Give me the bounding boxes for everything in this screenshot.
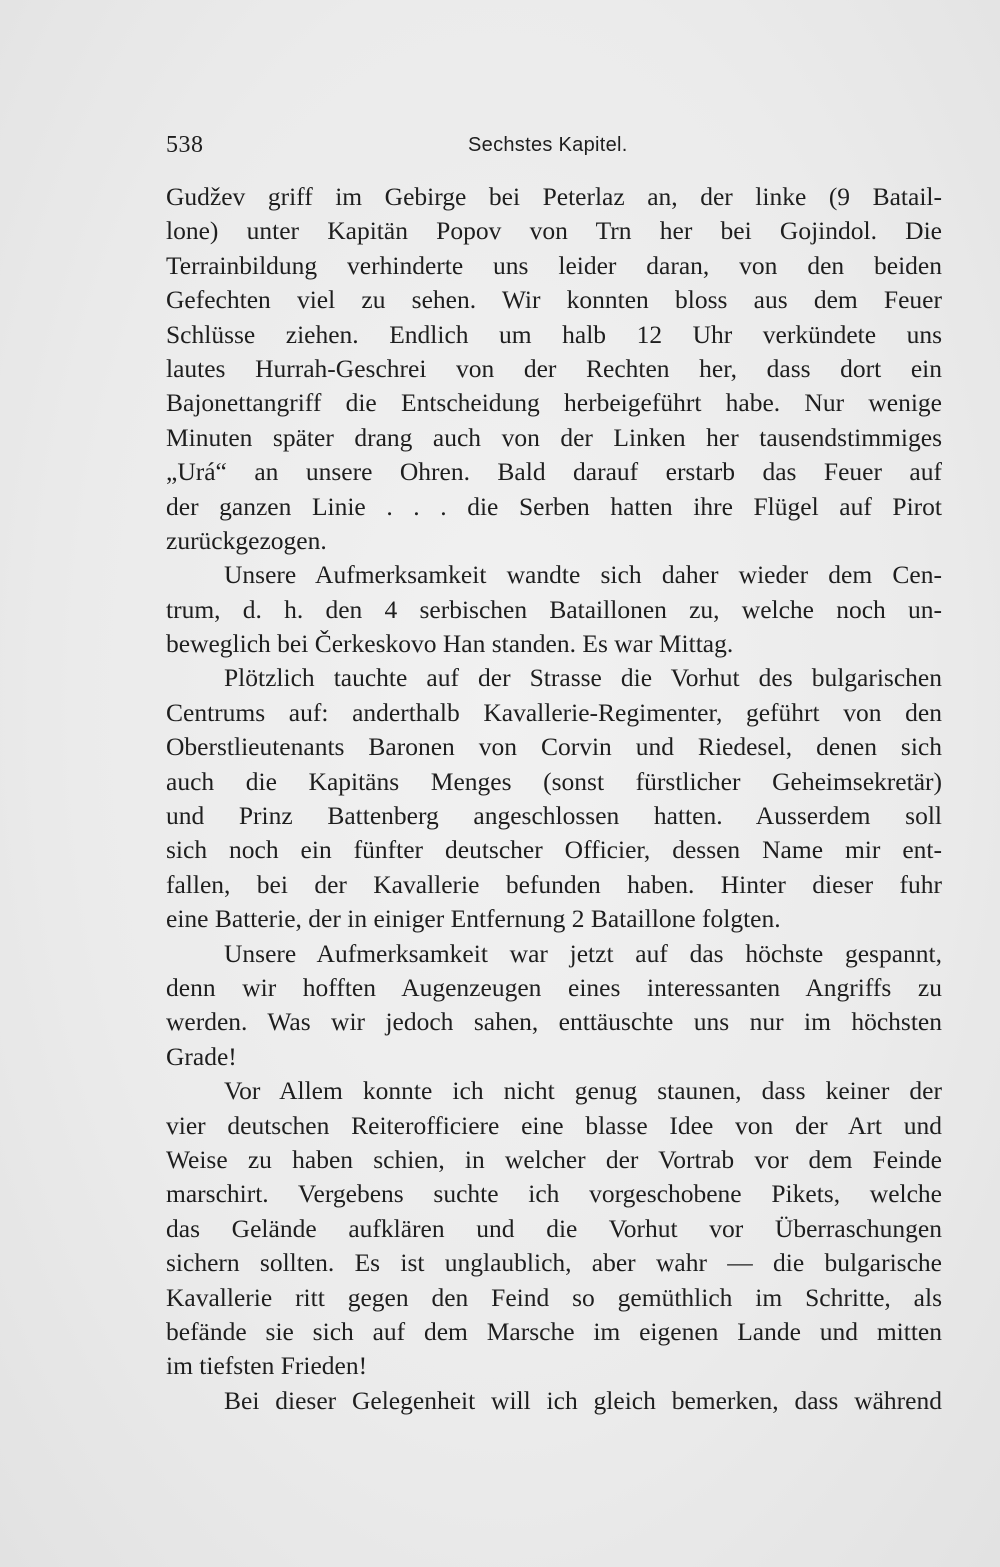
text-line: beweglich bei Čerkeskovo Han standen. Es war Mittag. — [166, 629, 734, 659]
text-line: Weise zu haben schien, in welcher der Vortrab vor dem Feinde — [166, 1144, 942, 1174]
text-line: eine Batterie, der in einiger Entfernung 2 Bataillone folgten. — [166, 904, 781, 934]
text-line: marschirt. Vergebens suchte ich vorgeschobene Pikets, welche — [166, 1179, 942, 1209]
text-line: vier deutschen Reiterofficiere eine blasse Idee von der Art und — [166, 1110, 942, 1140]
text-line: denn wir hofften Augenzeugen eines interessanten Angriffs zu — [166, 972, 942, 1002]
text-line: trum, d. h. den 4 serbischen Bataillonen zu, welche noch un- — [166, 594, 942, 624]
text-line: Gefechten viel zu sehen. Wir konnten bloss aus dem Feuer — [166, 285, 942, 315]
text-line: der ganzen Linie . . . die Serben hatten ihre Flügel auf Pirot — [166, 491, 942, 521]
text-line: sichern sollten. Es ist unglaublich, aber wahr — die bulgarische — [166, 1248, 942, 1278]
text-line: zurückgezogen. — [166, 525, 327, 555]
page-header — [166, 128, 942, 162]
text-line: „Urá“ an unsere Ohren. Bald darauf erstarb das Feuer auf — [166, 457, 942, 487]
text-line: sich noch ein fünfter deutscher Officier, dessen Name mir ent- — [166, 835, 942, 865]
text-line: und Prinz Battenberg angeschlossen hatten. Ausserdem soll — [166, 801, 942, 831]
text-line: Bei dieser Gelegenheit will ich gleich bemerken, dass während — [224, 1385, 942, 1415]
text-line: Gudžev griff im Gebirge bei Peterlaz an, der linke (9 Batail- — [166, 182, 942, 211]
text-line: Plötzlich tauchte auf der Strasse die Vorhut des bulgarischen — [224, 663, 942, 693]
text-line: Centrums auf: anderthalb Kavallerie-Regimenter, geführt von den — [166, 697, 942, 727]
text-line: Grade! — [166, 1041, 237, 1071]
text-line: auch die Kapitäns Menges (sonst fürstlicher Geheimsekretär) — [166, 766, 942, 796]
text-line: Kavallerie ritt gegen den Feind so gemüthlich im Schritte, als — [166, 1282, 942, 1312]
text-line: Schlüsse ziehen. Endlich um halb 12 Uhr verkündete uns — [166, 319, 942, 349]
text-line: lone) unter Kapitän Popov von Trn her bei Gojindol. Die — [166, 216, 942, 246]
text-line: werden. Was wir jedoch sahen, enttäuschte uns nur im höchsten — [166, 1007, 942, 1037]
page-number: 538 — [166, 132, 204, 158]
text-line: Minuten später drang auch von der Linken her tausendstimmiges — [166, 422, 942, 452]
running-head: Sechstes Kapitel. — [468, 134, 628, 156]
text-line: befände sie sich auf dem Marsche im eigenen Lande und mitten — [166, 1316, 942, 1346]
body-text — [166, 180, 942, 1418]
text-line: Unsere Aufmerksamkeit war jetzt auf das höchste gespannt, — [224, 938, 942, 968]
text-line: Bajonettangriff die Entscheidung herbeigeführt habe. Nur wenige — [166, 388, 942, 418]
text-line: Terrainbildung verhinderte uns leider daran, von den beiden — [166, 250, 942, 280]
text-line: im tiefsten Frieden! — [166, 1351, 368, 1381]
text-line: Unsere Aufmerksamkeit wandte sich daher wieder dem Cen- — [224, 560, 942, 590]
text-line: das Gelände aufklären und die Vorhut vor Überraschungen — [166, 1213, 942, 1243]
text-line: Vor Allem konnte ich nicht genug staunen, dass keiner der — [224, 1076, 942, 1106]
text-line: lautes Hurrah-Geschrei von der Rechten her, dass dort ein — [166, 353, 942, 383]
text-line: fallen, bei der Kavallerie befunden haben. Hinter dieser fuhr — [166, 869, 942, 899]
text-line: Oberstlieutenants Baronen von Corvin und Riedesel, denen sich — [166, 732, 942, 762]
